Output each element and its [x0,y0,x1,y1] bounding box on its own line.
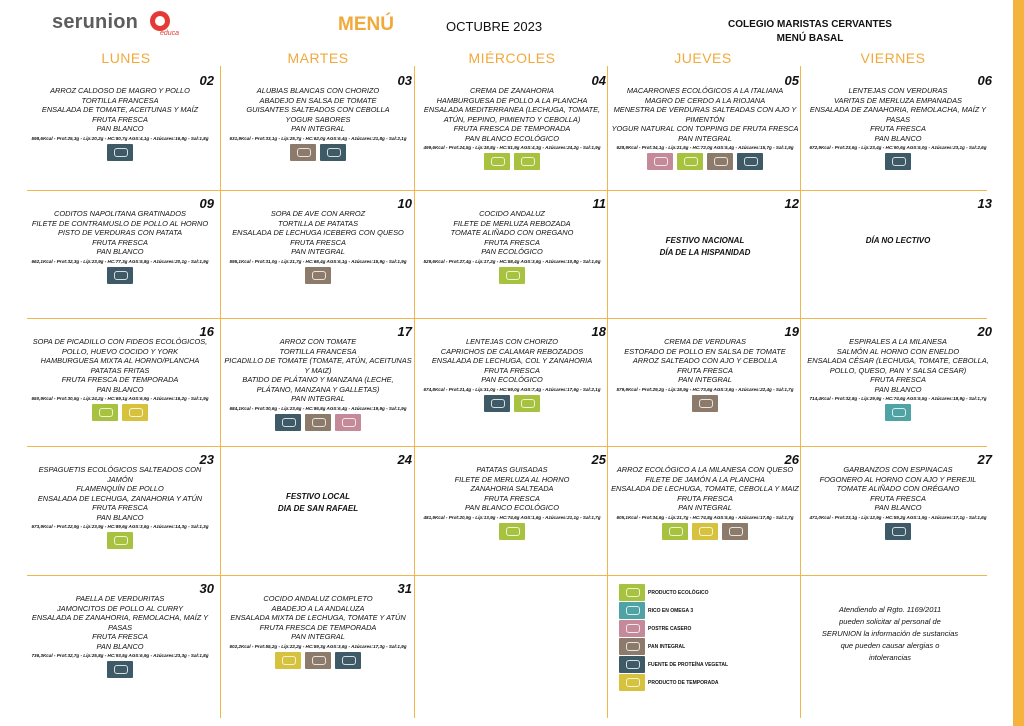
school-name [700,18,920,46]
menu-dish: ENSALADA DE TOMATE, ACEITUNAS Y MAÍZ [41,105,199,114]
day-number: 13 [977,196,992,211]
badge-row [26,144,214,161]
integral-icon [305,652,331,669]
day-cell [802,193,994,318]
menu-dish: FRUTA FRESCA [677,493,733,503]
day-number: 03 [397,73,412,88]
menu-dish: FRUTA FRESCA [484,237,540,247]
casero-icon [647,153,673,170]
menu-dish: PAN BLANCO [96,641,144,651]
day-header-viernes: VIERNES [860,50,926,66]
nutrition-info: 662,1Kcal - Prot:32,3g - Lip:23,9g - HC:77,3g AGS:5,8g - Azúcares:20,1g - Sal:1,9g [31,258,209,264]
integral-icon [290,144,316,161]
legend-label: PAN INTEGRAL [648,643,686,650]
brand-logo: serunion [52,11,139,33]
day-number: 19 [784,324,799,339]
menu-dish: PAN BLANCO ECOLÓGICO [465,503,559,512]
legend-item [619,656,728,673]
grid-divider [27,446,987,447]
menu-dish: PAN INTEGRAL [291,632,345,641]
badge-row [611,153,799,170]
menu-dish: PAN BLANCO [874,503,922,512]
menu-dish: CREMA DE VERDURAS [664,337,746,346]
menu-dish: PAN INTEGRAL [291,247,345,256]
day-cell [609,70,801,190]
menu-dish: PAN INTEGRAL [678,133,732,143]
day-cell [24,578,216,723]
menu-dish: BATIDO DE PLÁTANO Y MANZANA (LECHE, PLÁTANO, MANZANA Y GALLETAS) [242,375,394,394]
day-number: 09 [199,196,214,211]
day-cell [609,193,801,318]
badge-row [611,523,799,540]
badge-row [804,153,992,170]
legend-label: PRODUCTO ECOLÓGICO [648,589,709,596]
menu-dish: SALMÓN AL HORNO CON ENELDO [836,346,960,356]
menu-dish: ABADEJO EN SALSA DE TOMATE [259,95,377,105]
holiday-label [222,491,414,515]
proteina-icon [484,395,510,412]
menu-dish: SOPA DE PICADILLO CON FIDEOS ECOLÓGICOS, POLLO, HUEVO COCIDO Y YORK [32,337,208,356]
day-cell [802,321,994,446]
menu-dish: ENSALADA DE ZANAHORIA, REMOLACHA, MAÍZ Y PASAS [809,105,987,124]
menu-dish: MENESTRA DE VERDURAS SALTEADAS CON AJO Y PIMENTÓN [613,105,797,124]
day-number: 18 [591,324,606,339]
menu-dish: ENSALADA DE LECHUGA ICEBERG CON QUESO [232,228,404,237]
menu-dish: PATATAS FRITAS [90,365,150,375]
casero-icon [619,620,645,637]
menu-dish: PAN BLANCO [874,133,922,143]
allergen-note [815,604,965,664]
menu-items [611,337,799,412]
menu-dish: CAPRICHOS DE CALAMAR REBOZADOS [440,346,584,356]
omega-icon [885,404,911,421]
menu-dish: FRUTA FRESCA [484,365,540,375]
menu-dish: PAN BLANCO [96,384,144,394]
menu-dish: YOGUR SABORES [285,114,351,124]
menu-dish: COCIDO ANDALUZ [479,209,545,218]
menu-dish: ZANAHORIA SALTEADA [470,484,554,493]
integral-icon [707,153,733,170]
day-cell [24,193,216,318]
menu-dish: TOMATE ALIÑADO CON OREGANO [450,228,574,237]
nutrition-info: 672,9Kcal - Prot:23,6g - Lip:23,4g - HC:90,6g AGS:5,0g - Azúcares:23,1g - Sal:2,6g [809,145,987,150]
nutrition-info: 736,3Kcal - Prot:32,7g - Lip:25,8g - HC:93,5g AGS:6,9g - Azúcares:23,3g - Sal:1,8g [31,653,209,658]
temporada-icon [122,404,148,421]
day-number: 10 [397,196,412,211]
day-cell [222,578,414,723]
ecologico-icon [499,267,525,284]
school-line-2: MENÚ BASAL [776,33,844,44]
proteina-icon [107,144,133,161]
menu-dish: SOPA DE AVE CON ARROZ [270,209,366,218]
badge-row [418,523,606,540]
legend-label: RICO EN OMEGA 3 [648,607,694,614]
day-cell [416,321,608,446]
menu-dish: TORTILLA FRANCESA [81,95,159,105]
menu-dish: PICADILLO DE TOMATE (TOMATE, ATÚN, ACEITUNAS Y MAIZ) [224,356,412,375]
menu-dish: ESPAGUETIS ECOLÓGICOS SALTEADOS CON JAMÓN [38,465,202,484]
menu-dish: FRUTA FRESCA [290,237,346,247]
note-line: intolerancias [868,653,912,662]
nutrition-info: 471,0Kcal - Prot:23,1g - Lip:12,9g - HC:59,2g AGS:1,9g - Azúcares:17,1g - Sal:1,6g [809,514,987,520]
legend-label: PRODUCTO DE TEMPORADA [648,679,719,686]
ecologico-icon [484,153,510,170]
legend-item [619,620,691,637]
nutrition-info: 674,8Kcal - Prot:21,4g - Lip:31,0g - HC:69,0g AGS:7,4g - Azúcares:17,6g - Sal:2,1g [423,386,601,392]
proteina-icon [335,652,361,669]
day-number: 04 [591,73,606,88]
menu-dish: YOGUR NATURAL CON TOPPING DE FRUTA FRESCA [611,124,799,133]
holiday-label [609,235,801,259]
menu-dish: FOGONERO AL HORNO CON AJO Y PEREJIL [819,474,977,484]
menu-dish: GARBANZOS CON ESPINACAS [843,465,953,474]
menu-dish: ENSALADA MIXTA DE LECHUGA, TOMATE Y ATÚN [230,613,406,622]
proteina-icon [737,153,763,170]
menu-items [26,594,214,678]
nutrition-info: 628,9Kcal - Prot:34,1g - Lip:21,5g - HC:72,0g AGS:5,4g - Azúcares:15,7g - Sal:1,9g [616,145,794,150]
day-cell [609,449,801,575]
ecologico-icon [514,153,540,170]
menu-dish: TOMATE ALIÑADO CON ORÉGANO [836,484,960,493]
day-cell [222,70,414,190]
menu-items [224,594,412,669]
menu-dish: ENSALADA DE LECHUGA, COL Y ZANAHORIA [431,356,593,365]
menu-dish: FRUTA FRESCA DE TEMPORADA [453,124,571,133]
menu-items [611,465,799,540]
integral-icon [619,638,645,655]
day-number: 05 [784,73,799,88]
menu-dish: FRUTA FRESCA [677,365,733,375]
nutrition-info: 602,2Kcal - Prot:55,2g - Lip:22,2g - HC:59,3g AGS:3,6g - Azúcares:17,3g - Sal:1,9g [229,643,407,649]
menu-dish: PATATAS GUISADAS [476,465,548,474]
menu-dish: PAN ECOLÓGICO [481,247,543,256]
menu-dish: PISTO DE VERDURAS CON PATATA [57,228,182,237]
casero-icon [335,414,361,431]
menu-dish: TORTILLA FRANCESA [279,346,357,356]
menu-dish: ALUBIAS BLANCAS CON CHORIZO [256,86,380,95]
day-cell [222,193,414,318]
menu-items [26,337,214,421]
badge-row [26,661,214,678]
nutrition-info: 529,6Kcal - Prot:27,4g - Lip:17,2g - HC:58,4g AGS:3,6g - Azúcares:10,8g - Sal:1,6g [423,258,601,264]
menu-dish: HAMBURGUESA DE POLLO A LA PLANCHA [436,95,588,105]
menu-items [418,465,606,540]
note-line: que pueden causar alergias o [840,641,940,650]
menu-dish: ENSALADA DE ZANAHORIA, REMOLACHA, MAÍZ Y PASAS [31,613,209,632]
menu-items [804,337,992,421]
ecologico-icon [677,153,703,170]
menu-dish: FILETE DE MERLUZA REBOZADA [453,218,571,228]
menu-dish: ESTOFADO DE POLLO EN SALSA DE TOMATE [624,346,786,356]
menu-dish: LENTEJAS CON VERDURAS [848,86,948,95]
badge-row [224,652,412,669]
menu-items [224,86,412,161]
ecologico-icon [92,404,118,421]
menu-items [418,86,606,170]
day-number: 06 [977,73,992,88]
menu-dish: PAN BLANCO [96,512,144,522]
day-header-martes: MARTES [287,50,349,66]
logo-mark-icon [150,11,170,31]
day-number: 26 [784,452,799,467]
menu-dish: FRUTA FRESCA [484,493,540,503]
nutrition-info: 684,1Kcal - Prot:30,6g - Lip:23,6g - HC:86,8g AGS:6,4g - Azúcares:19,9g - Sal:1,9g [229,405,407,411]
month-label: OCTUBRE 2023 [446,19,543,34]
proteina-icon [107,267,133,284]
menu-dish: PAN INTEGRAL [291,394,345,403]
right-accent-bar [1013,0,1024,726]
day-cell [416,70,608,190]
temporada-icon [692,523,718,540]
menu-dish: FRUTA FRESCA [92,237,148,247]
badge-row [804,404,992,421]
integral-icon [305,267,331,284]
badge-row [804,523,992,540]
menu-items [418,209,606,284]
note-line: Atendiendo al Rgto. 1169/2011 [838,605,942,614]
day-number: 11 [592,196,606,211]
nutrition-info: 481,9Kcal - Prot:20,9g - Lip:13,9g - HC:74,6g AGS:1,6g - Azúcares:21,1g - Sal:1,7g [423,514,601,520]
menu-dish: PAN BLANCO [96,124,144,133]
menu-dish: PAELLA DE VERDURITAS [75,594,165,603]
ecologico-icon [619,584,645,601]
menu-dish: PAN BLANCO ECOLÓGICO [465,133,559,143]
integral-icon [722,523,748,540]
holiday-line: DÍA NO LECTIVO [865,236,931,245]
menu-dish: JAMONCITOS DE POLLO AL CURRY [56,603,184,613]
menu-dish: ESPIRALES A LA MILANESA [849,337,947,346]
day-cell [416,193,608,318]
menu-dish: FRUTA FRESCA DE TEMPORADA [61,375,179,384]
menu-dish: PAN INTEGRAL [678,503,732,512]
menu-dish: CREMA DE ZANAHORIA [470,86,554,95]
nutrition-info: 598,6Kcal - Prot:25,3g - Lip:20,2g - HC:80,7g AGS:4,1g - Azúcares:16,8g - Sal:1,8g [31,135,209,141]
menu-dish: ABADEJO A LA ANDALUZA [271,603,365,613]
day-header-jueves: JUEVES [674,50,732,66]
proteina-icon [275,414,301,431]
day-cell [416,449,608,575]
menu-items [418,337,606,412]
day-header-lunes: LUNES [101,50,151,66]
day-cell [802,70,994,190]
nutrition-info: 714,4Kcal - Prot:32,8g - Lip:29,9g - HC:74,6g AGS:5,5g - Azúcares:18,9g - Sal:1,7g [809,396,987,401]
day-number: 24 [397,452,412,467]
menu-dish: CODITOS NAPOLITANA GRATINADOS [54,209,186,218]
menu-dish: VARITAS DE MERLUZA EMPANADAS [834,95,962,105]
day-number: 12 [784,196,799,211]
menu-dish: MACARRONES ECOLÓGICOS A LA ITALIANA [626,86,784,95]
menu-items [804,465,992,540]
menu-dish: FRUTA FRESCA DE TEMPORADA [259,622,377,632]
omega-icon [619,602,645,619]
menu-dish: FRUTA FRESCA [870,493,926,503]
day-number: 27 [977,452,992,467]
proteina-icon [320,144,346,161]
day-cell [609,321,801,446]
nutrition-info: 579,9Kcal - Prot:29,2g - Lip:18,9g - HC:73,6g AGS:3,6g - Azúcares:22,4g - Sal:1,7g [616,386,794,392]
menu-dish: PAN INTEGRAL [678,375,732,384]
day-number: 23 [199,452,214,467]
menu-dish: PAN ECOLÓGICO [481,375,543,384]
menu-dish: FRUTA FRESCA [870,375,926,384]
menu-dish: COCIDO ANDALUZ COMPLETO [263,594,373,603]
nutrition-info: 650,9Kcal - Prot:30,5g - Lip:24,2g - HC:69,1g AGS:6,9g - Azúcares:16,2g - Sal:1,9g [31,396,209,401]
day-number: 16 [199,324,214,339]
menu-dish: LENTEJAS CON CHORIZO [466,337,558,346]
menu-dish: FILETE DE MERLUZA AL HORNO [454,474,570,484]
grid-divider [27,190,987,191]
integral-icon [305,414,331,431]
menu-dish: TORTILLA DE PATATAS [277,218,359,228]
badge-row [224,414,412,431]
integral-icon [692,395,718,412]
menu-dish: PAN INTEGRAL [291,124,345,133]
grid-divider [27,575,987,576]
menu-dish: PAN BLANCO [96,247,144,256]
menu-items [26,86,214,161]
day-cell [222,449,414,575]
proteina-icon [885,153,911,170]
badge-row [26,267,214,284]
day-cell [222,321,414,446]
day-number: 25 [591,452,606,467]
menu-dish: FRUTA FRESCA [92,632,148,641]
menu-dish: FRUTA FRESCA [870,124,926,133]
nutrition-info: 605,1Kcal - Prot:34,6g - Lip:21,7g - HC:74,8g AGS:5,6g - Azúcares:17,8g - Sal:1,7g [616,514,794,520]
menu-items [611,86,799,170]
proteina-icon [619,656,645,673]
badge-row [224,144,412,161]
holiday-line: DÍA DE LA HISPANIDAD [659,248,751,257]
legend-item [619,602,693,619]
proteina-icon [107,661,133,678]
day-cell [24,70,216,190]
nutrition-info: 631,9Kcal - Prot:33,1g - Lip:25,7g - HC:62,0g AGS:6,4g - Azúcares:21,8g - Sal:2,1g [229,135,407,141]
nutrition-info: 595,1Kcal - Prot:31,0g - Lip:21,7g - HC:68,4g AGS:6,1g - Azúcares:15,9g - Sal:1,9g [229,258,407,264]
badge-row [224,267,412,284]
menu-title: MENÚ [338,14,394,35]
menu-dish: ENSALADA CÉSAR (LECHUGA, TOMATE, CEBOLLA, POLLO, QUESO, PAN Y SALSA CESAR) [807,356,989,375]
menu-dish: ARROZ SALTEADO CON AJO Y CEBOLLA [632,356,778,365]
menu-items [26,465,214,549]
temporada-icon [275,652,301,669]
day-cell [802,449,994,575]
ecologico-icon [499,523,525,540]
menu-dish: FRUTA FRESCA [92,114,148,124]
temporada-icon [619,674,645,691]
day-number: 20 [977,324,992,339]
day-header-miercoles: MIÉRCOLES [468,50,556,66]
holiday-line: DIA DE SAN RAFAEL [277,504,359,513]
menu-dish: GUISANTES SALTEADOS CON CEBOLLA [246,105,390,114]
menu-dish: ARROZ CALDOSO DE MAGRO Y POLLO [50,86,190,95]
grid-divider [414,66,415,718]
day-number: 30 [199,581,214,596]
proteina-icon [885,523,911,540]
grid-divider [220,66,221,718]
menu-dish: HAMBURGUESA MIXTA AL HORNO/PLANCHA [40,356,200,365]
day-number: 02 [199,73,214,88]
day-number: 31 [397,581,412,596]
badge-row [26,532,214,549]
badge-row [418,395,606,412]
menu-dish: FLAMENQUÍN DE POLLO [76,484,164,493]
day-number: 17 [397,324,412,339]
legend-item [619,584,708,601]
menu-dish: ARROZ ECOLÓGICO A LA MILANESA CON QUESO [616,465,794,474]
holiday-label [802,235,994,247]
legend-label: POSTRE CASERO [648,625,692,632]
ecologico-icon [514,395,540,412]
menu-dish: PAN BLANCO [874,384,922,394]
menu-dish: ARROZ CON TOMATE [279,337,357,346]
holiday-line: FESTIVO LOCAL [286,492,350,501]
nutrition-info: 499,6Kcal - Prot:24,5g - Lip:18,8g - HC:51,9g AGS:4,3g - Azúcares:24,2g - Sal:1,9g [423,145,601,150]
school-line-1: COLEGIO MARISTAS CERVANTES [728,19,892,30]
menu-items [804,86,992,170]
day-cell [24,449,216,575]
badge-row [418,267,606,284]
badge-row [26,404,214,421]
grid-divider [27,318,987,319]
legend-label: FUENTE DE PROTEÍNA VEGETAL [648,661,729,668]
menu-dish: MAGRO DE CERDO A LA RIOJANA [644,95,766,105]
legend-item [619,638,685,655]
menu-items [26,209,214,284]
menu-items [224,209,412,284]
legend-item [619,674,718,691]
day-cell [24,321,216,446]
badge-row [611,395,799,412]
menu-dish: ENSALADA DE LECHUGA, ZANAHORIA Y ATÚN [37,493,203,503]
menu-dish: FILETE DE JAMÓN A LA PLANCHA [645,474,765,484]
ecologico-icon [662,523,688,540]
menu-dish: ENSALADA MEDITERRANEA (LECHUGA, TOMATE, ATÚN, PEPINO, PIMIENTO Y CEBOLLA) [423,105,601,124]
menu-dish: ENSALADA DE LECHUGA, TOMATE, CEBOLLA Y MAIZ [611,484,799,493]
holiday-line: FESTIVO NACIONAL [665,236,745,245]
nutrition-info: 673,9Kcal - Prot:22,9g - Lip:23,9g - HC:89,6g AGS:3,6g - Azúcares:14,3g - Sal:1,3g [31,524,209,529]
note-line: pueden solicitar al personal de [839,617,941,626]
brand-logo-sub: educa [160,30,180,37]
menu-dish: FILETE DE CONTRAMUSLO DE POLLO AL HORNO [31,218,209,228]
badge-row [418,153,606,170]
menu-dish: FRUTA FRESCA [92,503,148,512]
menu-items [224,337,412,431]
ecologico-icon [107,532,133,549]
note-line: SERUNION la información de sustancias [821,629,959,638]
